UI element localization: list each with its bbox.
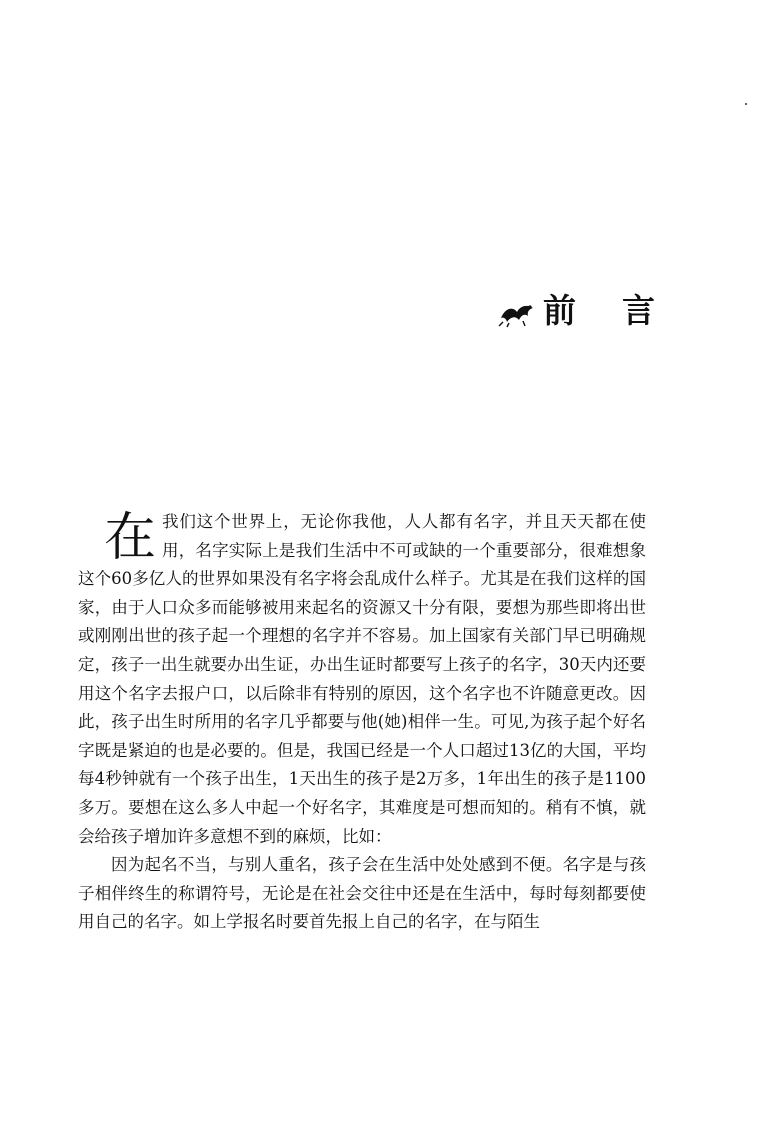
speck-dot — [745, 103, 747, 105]
title-word-1: 前 — [543, 291, 576, 330]
body-text — [78, 508, 646, 937]
paragraph-1 — [78, 508, 646, 851]
drop-cap: 在 — [104, 508, 157, 568]
page-title — [0, 286, 655, 336]
dragon-ornament-icon — [497, 298, 537, 328]
paragraph-1-text: 我们这个世界上，无论你我他，人人都有名字，并且天天都在使用，名字实际上是我们生活中不可或缺的一个重要部分，很难想象这个60多亿人的世界如果没有名字将会乱成什么样子。尤其是在我们这样的国家，由于人口众多而能够被用来起名的资源又十分有限，要想为那些即将出世或刚刚出世的孩子起一个理想的名字并不容易。加上国家有关部门早已明确规定，孩子一出生就要办出生证，办出生证时都要写上孩子的名字，30天内还要用这个名字去报户口，以后除非有特别的原因，这个名字也不许随意更改。因此，孩子出生时所用的名字几乎都要与他(她)相伴一生。可见,为孩子起个好名字既是紧迫的也是必要的。但是，我国已经是一个人口超过13亿的大国，平均每4秒钟就有一个孩子出生，1天出生的孩子是2万多，1年出生的孩子是1100多万。要想在这么多人中起一个好名字，其难度是可想而知的。稍有不慎，就会给孩子增加许多意想不到的麻烦，比如： — [78, 512, 646, 846]
title-word-2: 言 — [622, 291, 655, 330]
paragraph-2: 因为起名不当，与别人重名，孩子会在生活中处处感到不便。名字是与孩子相伴终生的称谓符号，无论是在社会交往中还是在生活中，每时每刻都要使用自己的名字。如上学报名时要首先报上自己的名字，在与陌生 — [78, 855, 646, 932]
